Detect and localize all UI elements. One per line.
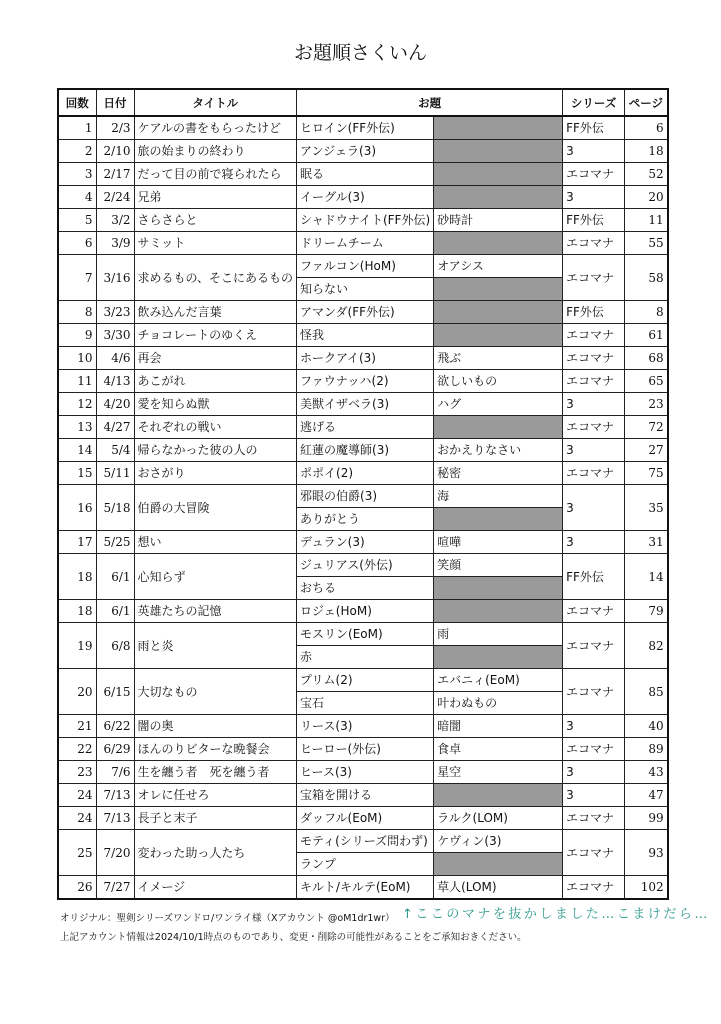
title-cell: 求めるもの、そこにあるもの bbox=[134, 255, 297, 301]
date-cell: 3/16 bbox=[96, 255, 134, 301]
title-cell: 再会 bbox=[134, 347, 297, 370]
page-cell: 14 bbox=[625, 554, 668, 600]
table-row bbox=[58, 347, 668, 370]
round-cell: 15 bbox=[58, 462, 96, 485]
prompt-cell: ファルコン(HoM) bbox=[297, 255, 434, 278]
series-cell: 3 bbox=[563, 439, 625, 462]
round-cell: 24 bbox=[58, 807, 96, 830]
header-title: タイトル bbox=[134, 89, 297, 116]
page-cell: 52 bbox=[625, 163, 668, 186]
prompt-cell: 海 bbox=[434, 485, 563, 508]
series-cell: エコマナ bbox=[563, 370, 625, 393]
prompt-cell: ヒーロー(外伝) bbox=[297, 738, 434, 761]
table-row bbox=[58, 623, 668, 646]
round-cell: 3 bbox=[58, 163, 96, 186]
page-cell: 93 bbox=[625, 830, 668, 876]
footer-disclaimer: 上記アカウント情報は2024/10/1時点のものであり、変更・削除の可能性があることをご承知おきください。 bbox=[60, 932, 527, 943]
table-row bbox=[58, 370, 668, 393]
footer-original-credit: オリジナル：聖剣シリーズワンドロ/ワンライ様（Xアカウント @oM1dr1wr） bbox=[60, 913, 395, 924]
blank-prompt-cell bbox=[434, 163, 563, 186]
prompt-cell: プリム(2) bbox=[297, 669, 434, 692]
date-cell: 6/8 bbox=[96, 623, 134, 669]
table-row bbox=[58, 830, 668, 853]
page-cell: 102 bbox=[625, 876, 668, 900]
table-row bbox=[58, 232, 668, 255]
round-cell: 10 bbox=[58, 347, 96, 370]
title-cell: オレに任せろ bbox=[134, 784, 297, 807]
series-cell: エコマナ bbox=[563, 255, 625, 301]
page-cell: 55 bbox=[625, 232, 668, 255]
prompt-cell: アンジェラ(3) bbox=[297, 140, 434, 163]
series-cell: FF外伝 bbox=[563, 301, 625, 324]
prompt-cell: オアシス bbox=[434, 255, 563, 278]
prompt-cell: 逃げる bbox=[297, 416, 434, 439]
date-cell: 5/18 bbox=[96, 485, 134, 531]
title-cell: 心知らず bbox=[134, 554, 297, 600]
table-header-row bbox=[58, 89, 668, 116]
page-cell: 20 bbox=[625, 186, 668, 209]
page-cell: 11 bbox=[625, 209, 668, 232]
series-cell: エコマナ bbox=[563, 669, 625, 715]
prompt-cell: おちる bbox=[297, 577, 434, 600]
table-row bbox=[58, 186, 668, 209]
prompt-cell: ドリームチーム bbox=[297, 232, 434, 255]
prompt-cell: 暗闇 bbox=[434, 715, 563, 738]
series-cell: 3 bbox=[563, 784, 625, 807]
table-row bbox=[58, 116, 668, 140]
title-cell: サミット bbox=[134, 232, 297, 255]
round-cell: 16 bbox=[58, 485, 96, 531]
title-cell: 兄弟 bbox=[134, 186, 297, 209]
prompt-cell: ファウナッハ(2) bbox=[297, 370, 434, 393]
date-cell: 6/29 bbox=[96, 738, 134, 761]
series-cell: エコマナ bbox=[563, 347, 625, 370]
table-row bbox=[58, 301, 668, 324]
table-row bbox=[58, 255, 668, 278]
prompt-cell: 叶わぬもの bbox=[434, 692, 563, 715]
prompt-cell: ジュリアス(外伝) bbox=[297, 554, 434, 577]
round-cell: 23 bbox=[58, 761, 96, 784]
round-cell: 5 bbox=[58, 209, 96, 232]
prompt-cell: 宝石 bbox=[297, 692, 434, 715]
date-cell: 4/6 bbox=[96, 347, 134, 370]
date-cell: 7/6 bbox=[96, 761, 134, 784]
round-cell: 25 bbox=[58, 830, 96, 876]
table-row bbox=[58, 485, 668, 508]
page-cell: 99 bbox=[625, 807, 668, 830]
round-cell: 11 bbox=[58, 370, 96, 393]
page-cell: 6 bbox=[625, 116, 668, 140]
prompt-cell: 喧嘩 bbox=[434, 531, 563, 554]
round-cell: 24 bbox=[58, 784, 96, 807]
title-cell: さらさらと bbox=[134, 209, 297, 232]
header-page: ページ bbox=[625, 89, 668, 116]
page-cell: 27 bbox=[625, 439, 668, 462]
page-cell: 61 bbox=[625, 324, 668, 347]
date-cell: 2/10 bbox=[96, 140, 134, 163]
round-cell: 13 bbox=[58, 416, 96, 439]
round-cell: 9 bbox=[58, 324, 96, 347]
index-table bbox=[57, 88, 669, 900]
date-cell: 3/9 bbox=[96, 232, 134, 255]
series-cell: エコマナ bbox=[563, 462, 625, 485]
date-cell: 5/25 bbox=[96, 531, 134, 554]
series-cell: エコマナ bbox=[563, 876, 625, 900]
prompt-cell: ヒロイン(FF外伝) bbox=[297, 116, 434, 140]
round-cell: 19 bbox=[58, 623, 96, 669]
prompt-cell: シャドウナイト(FF外伝) bbox=[297, 209, 434, 232]
title-cell: 闇の奥 bbox=[134, 715, 297, 738]
page-cell: 18 bbox=[625, 140, 668, 163]
date-cell: 4/20 bbox=[96, 393, 134, 416]
prompt-cell: 知らない bbox=[297, 278, 434, 301]
table-row bbox=[58, 416, 668, 439]
prompt-cell: おかえりなさい bbox=[434, 439, 563, 462]
series-cell: エコマナ bbox=[563, 830, 625, 876]
blank-prompt-cell bbox=[434, 324, 563, 347]
table-row bbox=[58, 738, 668, 761]
title-cell: 大切なもの bbox=[134, 669, 297, 715]
table-row bbox=[58, 807, 668, 830]
prompt-cell: アマンダ(FF外伝) bbox=[297, 301, 434, 324]
prompt-cell: ヒース(3) bbox=[297, 761, 434, 784]
prompt-cell: ポポイ(2) bbox=[297, 462, 434, 485]
series-cell: エコマナ bbox=[563, 623, 625, 669]
series-cell: エコマナ bbox=[563, 738, 625, 761]
series-cell: 3 bbox=[563, 140, 625, 163]
date-cell: 5/4 bbox=[96, 439, 134, 462]
page-cell: 43 bbox=[625, 761, 668, 784]
handwritten-note: ↑ここのマナを抜かしました…こまけだら… bbox=[402, 907, 710, 922]
title-cell: 飲み込んだ言葉 bbox=[134, 301, 297, 324]
prompt-cell: モティ(シリーズ問わず) bbox=[297, 830, 434, 853]
prompt-cell: 眠る bbox=[297, 163, 434, 186]
round-cell: 22 bbox=[58, 738, 96, 761]
round-cell: 12 bbox=[58, 393, 96, 416]
series-cell: エコマナ bbox=[563, 163, 625, 186]
date-cell: 4/13 bbox=[96, 370, 134, 393]
title-cell: イメージ bbox=[134, 876, 297, 900]
title-cell: 旅の始まりの終わり bbox=[134, 140, 297, 163]
date-cell: 6/22 bbox=[96, 715, 134, 738]
round-cell: 4 bbox=[58, 186, 96, 209]
blank-prompt-cell bbox=[434, 301, 563, 324]
series-cell: エコマナ bbox=[563, 416, 625, 439]
series-cell: 3 bbox=[563, 186, 625, 209]
table-row bbox=[58, 761, 668, 784]
blank-prompt-cell bbox=[434, 577, 563, 600]
prompt-cell: 美獣イザベラ(3) bbox=[297, 393, 434, 416]
table-row bbox=[58, 393, 668, 416]
series-cell: 3 bbox=[563, 761, 625, 784]
header-series: シリーズ bbox=[563, 89, 625, 116]
date-cell: 7/13 bbox=[96, 807, 134, 830]
round-cell: 8 bbox=[58, 301, 96, 324]
page-cell: 79 bbox=[625, 600, 668, 623]
prompt-cell: モスリン(EoM) bbox=[297, 623, 434, 646]
date-cell: 7/13 bbox=[96, 784, 134, 807]
page-cell: 23 bbox=[625, 393, 668, 416]
title-cell: 愛を知らぬ獣 bbox=[134, 393, 297, 416]
table-row bbox=[58, 140, 668, 163]
table-row bbox=[58, 876, 668, 900]
title-cell: 長子と末子 bbox=[134, 807, 297, 830]
series-cell: 3 bbox=[563, 485, 625, 531]
prompt-cell: 欲しいもの bbox=[434, 370, 563, 393]
prompt-cell: ホークアイ(3) bbox=[297, 347, 434, 370]
series-cell: 3 bbox=[563, 531, 625, 554]
table-row bbox=[58, 715, 668, 738]
prompt-cell: 怪我 bbox=[297, 324, 434, 347]
page-cell: 58 bbox=[625, 255, 668, 301]
prompt-cell: ありがとう bbox=[297, 508, 434, 531]
series-cell: エコマナ bbox=[563, 232, 625, 255]
header-date: 日付 bbox=[96, 89, 134, 116]
page-cell: 31 bbox=[625, 531, 668, 554]
blank-prompt-cell bbox=[434, 140, 563, 163]
title-cell: おさがり bbox=[134, 462, 297, 485]
page-cell: 35 bbox=[625, 485, 668, 531]
blank-prompt-cell bbox=[434, 278, 563, 301]
round-cell: 6 bbox=[58, 232, 96, 255]
date-cell: 7/27 bbox=[96, 876, 134, 900]
table-row bbox=[58, 324, 668, 347]
prompt-cell: 邪眼の伯爵(3) bbox=[297, 485, 434, 508]
series-cell: FF外伝 bbox=[563, 209, 625, 232]
round-cell: 26 bbox=[58, 876, 96, 900]
title-cell: 英雄たちの記憶 bbox=[134, 600, 297, 623]
prompt-cell: 笑顔 bbox=[434, 554, 563, 577]
date-cell: 3/30 bbox=[96, 324, 134, 347]
page-cell: 40 bbox=[625, 715, 668, 738]
prompt-cell: ケヴィン(3) bbox=[434, 830, 563, 853]
blank-prompt-cell bbox=[434, 416, 563, 439]
date-cell: 6/15 bbox=[96, 669, 134, 715]
round-cell: 21 bbox=[58, 715, 96, 738]
page-cell: 85 bbox=[625, 669, 668, 715]
prompt-cell: エバニィ(EoM) bbox=[434, 669, 563, 692]
prompt-cell: 秘密 bbox=[434, 462, 563, 485]
prompt-cell: デュラン(3) bbox=[297, 531, 434, 554]
prompt-cell: キルト/キルテ(EoM) bbox=[297, 876, 434, 900]
prompt-cell: ラルク(LOM) bbox=[434, 807, 563, 830]
series-cell: FF外伝 bbox=[563, 554, 625, 600]
page-cell: 47 bbox=[625, 784, 668, 807]
title-cell: だって目の前で寝られたら bbox=[134, 163, 297, 186]
title-cell: ケアルの書をもらったけど bbox=[134, 116, 297, 140]
title-cell: 帰らなかった彼の人の bbox=[134, 439, 297, 462]
round-cell: 17 bbox=[58, 531, 96, 554]
date-cell: 2/17 bbox=[96, 163, 134, 186]
blank-prompt-cell bbox=[434, 186, 563, 209]
series-cell: エコマナ bbox=[563, 600, 625, 623]
table-row bbox=[58, 669, 668, 692]
table-row bbox=[58, 209, 668, 232]
table-row bbox=[58, 784, 668, 807]
table-body bbox=[58, 116, 668, 899]
date-cell: 3/23 bbox=[96, 301, 134, 324]
date-cell: 6/1 bbox=[96, 554, 134, 600]
title-cell: 生を纏う者 死を纏う者 bbox=[134, 761, 297, 784]
page-cell: 8 bbox=[625, 301, 668, 324]
series-cell: エコマナ bbox=[563, 324, 625, 347]
series-cell: エコマナ bbox=[563, 807, 625, 830]
header-round: 回数 bbox=[58, 89, 96, 116]
round-cell: 7 bbox=[58, 255, 96, 301]
date-cell: 3/2 bbox=[96, 209, 134, 232]
round-cell: 18 bbox=[58, 600, 96, 623]
table-row bbox=[58, 600, 668, 623]
blank-prompt-cell bbox=[434, 600, 563, 623]
page-cell: 75 bbox=[625, 462, 668, 485]
page-cell: 82 bbox=[625, 623, 668, 669]
blank-prompt-cell bbox=[434, 116, 563, 140]
title-cell: それぞれの戦い bbox=[134, 416, 297, 439]
page-cell: 89 bbox=[625, 738, 668, 761]
prompt-cell: リース(3) bbox=[297, 715, 434, 738]
prompt-cell: 飛ぶ bbox=[434, 347, 563, 370]
table-row bbox=[58, 554, 668, 577]
prompt-cell: 砂時計 bbox=[434, 209, 563, 232]
page-title: お題順さくいん bbox=[293, 42, 427, 64]
round-cell: 20 bbox=[58, 669, 96, 715]
round-cell: 14 bbox=[58, 439, 96, 462]
round-cell: 18 bbox=[58, 554, 96, 600]
prompt-cell: 赤 bbox=[297, 646, 434, 669]
round-cell: 1 bbox=[58, 116, 96, 140]
date-cell: 7/20 bbox=[96, 830, 134, 876]
table-row bbox=[58, 531, 668, 554]
title-cell: あこがれ bbox=[134, 370, 297, 393]
prompt-cell: ダッフル(EoM) bbox=[297, 807, 434, 830]
blank-prompt-cell bbox=[434, 853, 563, 876]
date-cell: 4/27 bbox=[96, 416, 134, 439]
date-cell: 2/24 bbox=[96, 186, 134, 209]
blank-prompt-cell bbox=[434, 784, 563, 807]
page-cell: 68 bbox=[625, 347, 668, 370]
title-cell: ほんのりビターな晩餐会 bbox=[134, 738, 297, 761]
table-row bbox=[58, 163, 668, 186]
date-cell: 2/3 bbox=[96, 116, 134, 140]
blank-prompt-cell bbox=[434, 646, 563, 669]
date-cell: 6/1 bbox=[96, 600, 134, 623]
prompt-cell: 紅蓮の魔導師(3) bbox=[297, 439, 434, 462]
prompt-cell: 星空 bbox=[434, 761, 563, 784]
table-row bbox=[58, 439, 668, 462]
blank-prompt-cell bbox=[434, 508, 563, 531]
date-cell: 5/11 bbox=[96, 462, 134, 485]
prompt-cell: 雨 bbox=[434, 623, 563, 646]
prompt-cell: イーグル(3) bbox=[297, 186, 434, 209]
prompt-cell: ランプ bbox=[297, 853, 434, 876]
title-cell: 変わった助っ人たち bbox=[134, 830, 297, 876]
series-cell: FF外伝 bbox=[563, 116, 625, 140]
round-cell: 2 bbox=[58, 140, 96, 163]
prompt-cell: ロジェ(HoM) bbox=[297, 600, 434, 623]
title-cell: 雨と炎 bbox=[134, 623, 297, 669]
prompt-cell: ハグ bbox=[434, 393, 563, 416]
title-cell: 伯爵の大冒険 bbox=[134, 485, 297, 531]
title-cell: チョコレートのゆくえ bbox=[134, 324, 297, 347]
series-cell: 3 bbox=[563, 393, 625, 416]
prompt-cell: 食卓 bbox=[434, 738, 563, 761]
page-cell: 65 bbox=[625, 370, 668, 393]
table-row bbox=[58, 462, 668, 485]
page-cell: 72 bbox=[625, 416, 668, 439]
blank-prompt-cell bbox=[434, 232, 563, 255]
series-cell: 3 bbox=[563, 715, 625, 738]
header-prompt: お題 bbox=[297, 89, 563, 116]
title-cell: 想い bbox=[134, 531, 297, 554]
prompt-cell: 草人(LOM) bbox=[434, 876, 563, 900]
prompt-cell: 宝箱を開ける bbox=[297, 784, 434, 807]
